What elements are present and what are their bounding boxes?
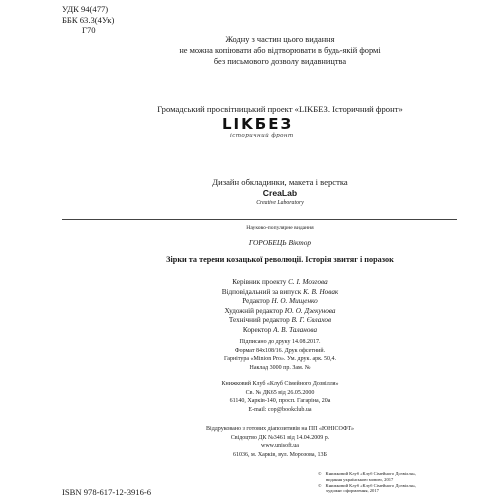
credit-name: В. Г. Євлахов xyxy=(291,316,332,325)
publisher-line: 61140, Харків-140, просп. Гагаріна, 20а xyxy=(229,398,331,405)
genre-label: Науково-популярне видання xyxy=(246,225,314,231)
classification-block xyxy=(62,4,114,36)
warning-line: Жодну з частин цього видання xyxy=(225,35,335,44)
copyright-text: Книжковий Клуб «Клуб Сімейного Дозвілля», xyxy=(325,482,417,488)
bbk-code: ББК 63.3(4Ук) xyxy=(62,14,115,25)
publisher-line: Св. № ДК65 від 26.05.2000 xyxy=(245,389,315,396)
print-info-block xyxy=(60,338,500,372)
copyright-text: художнє оформлення, 2017 xyxy=(326,488,379,494)
copyright-block xyxy=(318,471,496,494)
copyright-symbol: © xyxy=(318,482,322,488)
likbez-logo xyxy=(222,116,332,139)
logo-sub-text: історичний фронт xyxy=(230,133,294,139)
publisher-block xyxy=(60,380,500,414)
author-mark: Г70 xyxy=(82,25,96,36)
print-info-line: Формат 84х108/16. Друк офсетний. xyxy=(234,347,326,354)
book-title: Зірки та терени козацької революції. Історія звитяг і поразок xyxy=(166,255,394,264)
print-info-line: Гарнітура «Minion Pro». Ум. друк. арк. 50,4. xyxy=(223,356,337,363)
copyright-text: видання українською мовою, 2017 xyxy=(326,476,394,482)
credit-name: К. В. Новак xyxy=(303,287,339,296)
credit-name: Н. О. Мищенко xyxy=(271,297,318,306)
credit-role: Керівник проекту xyxy=(232,278,287,286)
project-text: Громадський просвітницький проект «LIKБЕЗ. Історичний фронт» xyxy=(157,104,403,114)
book-author: ГОРОБЕЦЬ Віктор xyxy=(248,238,312,247)
credit-name: С. І. Мозгова xyxy=(288,278,328,286)
publisher-line: E-mail: cop@bookclub.ua xyxy=(248,406,312,413)
design-title: Дизайн обкладинки, макета і верстка xyxy=(212,177,348,187)
credit-row xyxy=(60,278,500,288)
udk-code: УДК 94(477) xyxy=(62,4,109,14)
divider-rule xyxy=(62,219,457,220)
logo-main-text: LIKБЕЗ xyxy=(222,115,294,133)
copyright-warning xyxy=(60,34,500,68)
publisher-line: Книжковий Клуб «Клуб Сімейного Дозвілля» xyxy=(221,381,339,387)
credit-role: Художній редактор xyxy=(224,306,283,315)
credit-name: Ю. О. Дзекунова xyxy=(284,306,336,315)
studio-name: CreaLab xyxy=(262,188,298,198)
credit-name: А. В. Таланова xyxy=(273,325,318,334)
warning-line: не можна копіювати або відтворювати в будь-якій формі xyxy=(179,46,381,56)
design-block xyxy=(60,177,500,207)
credits-block xyxy=(60,278,500,336)
warning-line: без письмового дозволу видавництва xyxy=(213,57,347,67)
printer-line: www.unisoft.ua xyxy=(261,443,299,450)
printer-line: Віддруковано з готових діапозитивів на ПП «ЮНІСОФТ» xyxy=(206,426,354,432)
credit-role: Коректор xyxy=(242,325,272,334)
copyright-text: Книжковий Клуб «Клуб Сімейного Дозвілля», xyxy=(325,471,417,476)
copyright-symbol: © xyxy=(318,471,322,476)
credit-row xyxy=(60,288,500,298)
printer-line: Свідоцтво ДК №3461 від 14.04.2009 р. xyxy=(230,434,330,441)
credit-role: Редактор xyxy=(242,297,270,306)
printer-block xyxy=(60,425,500,459)
print-info-line: Підписано до друку 14.08.2017. xyxy=(239,339,321,345)
credit-role: Технічний редактор xyxy=(228,316,290,325)
copyright-line xyxy=(318,488,496,494)
imprint-block xyxy=(60,224,500,265)
credit-row xyxy=(60,316,500,326)
studio-subtitle: Creative Laboratory xyxy=(256,200,304,206)
credit-role: Відповідальний за випуск xyxy=(221,287,302,296)
credit-row xyxy=(60,297,500,307)
credit-row xyxy=(60,326,500,336)
printer-line: 61036, м. Харків, вул. Морозова, 13Б xyxy=(233,451,327,458)
isbn: ISBN 978-617-12-3916-6 xyxy=(62,487,152,497)
print-info-line: Наклад 3000 пр. Зам. № xyxy=(249,364,311,371)
credit-row xyxy=(60,307,500,317)
